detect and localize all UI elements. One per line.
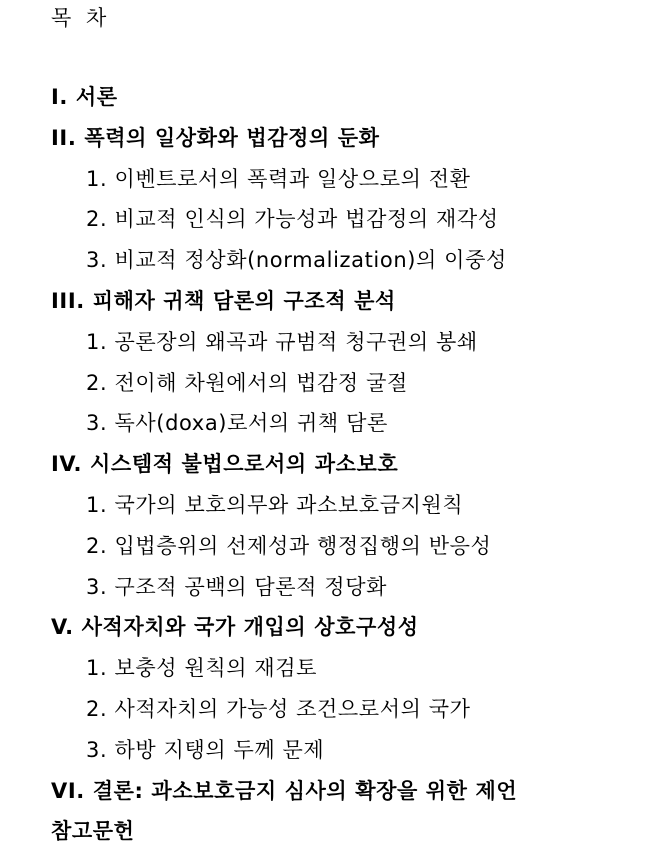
- toc-subsection-entry: [51, 403, 517, 444]
- toc-list: [51, 77, 517, 852]
- toc-entry-text: 1. 공론장의 왜곡과 규범적 청구권의 봉쇄: [86, 329, 478, 354]
- toc-entry-text: V. 사적자치와 국가 개입의 상호구성성: [51, 615, 419, 640]
- toc-entry-text: I. 서론: [51, 85, 118, 109]
- toc-subsection-entry: [51, 159, 517, 200]
- toc-subsection-entry: [51, 648, 517, 689]
- toc-section-entry: [51, 77, 517, 118]
- toc-entry-text: IV. 시스템적 불법으로서의 과소보호: [51, 452, 399, 477]
- toc-title: 목 차: [51, 6, 111, 30]
- toc-entry-text: 1. 이벤트로서의 폭력과 일상으로의 전환: [86, 166, 471, 191]
- toc-subsection-entry: [51, 240, 517, 281]
- toc-entry-text: 1. 보충성 원칙의 재검토: [86, 656, 318, 681]
- toc-entry-text: 2. 비교적 인식의 가능성과 법감정의 재각성: [86, 207, 499, 232]
- toc-entry-text: 2. 전이해 차원에서의 법감정 굴절: [86, 370, 408, 395]
- toc-entry-text: 3. 하방 지탱의 두께 문제: [86, 737, 325, 762]
- toc-entry-text: 참고문헌: [51, 819, 135, 844]
- toc-section-entry: [51, 771, 517, 812]
- toc-entry-text: 3. 독사(doxa)로서의 귀책 담론: [86, 411, 388, 436]
- toc-subsection-entry: [51, 322, 517, 363]
- toc-section-entry: [51, 607, 517, 648]
- toc-subsection-entry: [51, 567, 517, 608]
- toc-subsection-entry: [51, 199, 517, 240]
- toc-section-entry: [51, 281, 517, 322]
- toc-subsection-entry: [51, 485, 517, 526]
- toc-subsection-entry: [51, 363, 517, 404]
- toc-entry-text: II. 폭력의 일상화와 법감정의 둔화: [51, 125, 380, 150]
- toc-entry-text: 3. 비교적 정상화(normalization)의 이중성: [86, 248, 507, 273]
- toc-entry-text: 3. 구조적 공백의 담론적 정당화: [86, 574, 387, 599]
- toc-subsection-entry: [51, 689, 517, 730]
- toc-subsection-entry: [51, 526, 517, 567]
- toc-entry-text: 2. 입법층위의 선제성과 행정집행의 반응성: [86, 533, 492, 558]
- toc-entry-text: 2. 사적자치의 가능성 조건으로서의 국가: [86, 696, 471, 721]
- toc-subsection-entry: [51, 730, 517, 771]
- toc-entry-text: 1. 국가의 보호의무와 과소보호금지원칙: [86, 492, 464, 517]
- toc-section-entry: [51, 118, 517, 159]
- toc-section-entry: [51, 444, 517, 485]
- toc-entry-text: VI. 결론: 과소보호금지 심사의 확장을 위한 제언: [51, 778, 518, 803]
- toc-entry-text: III. 피해자 귀책 담론의 구조적 분석: [51, 288, 396, 313]
